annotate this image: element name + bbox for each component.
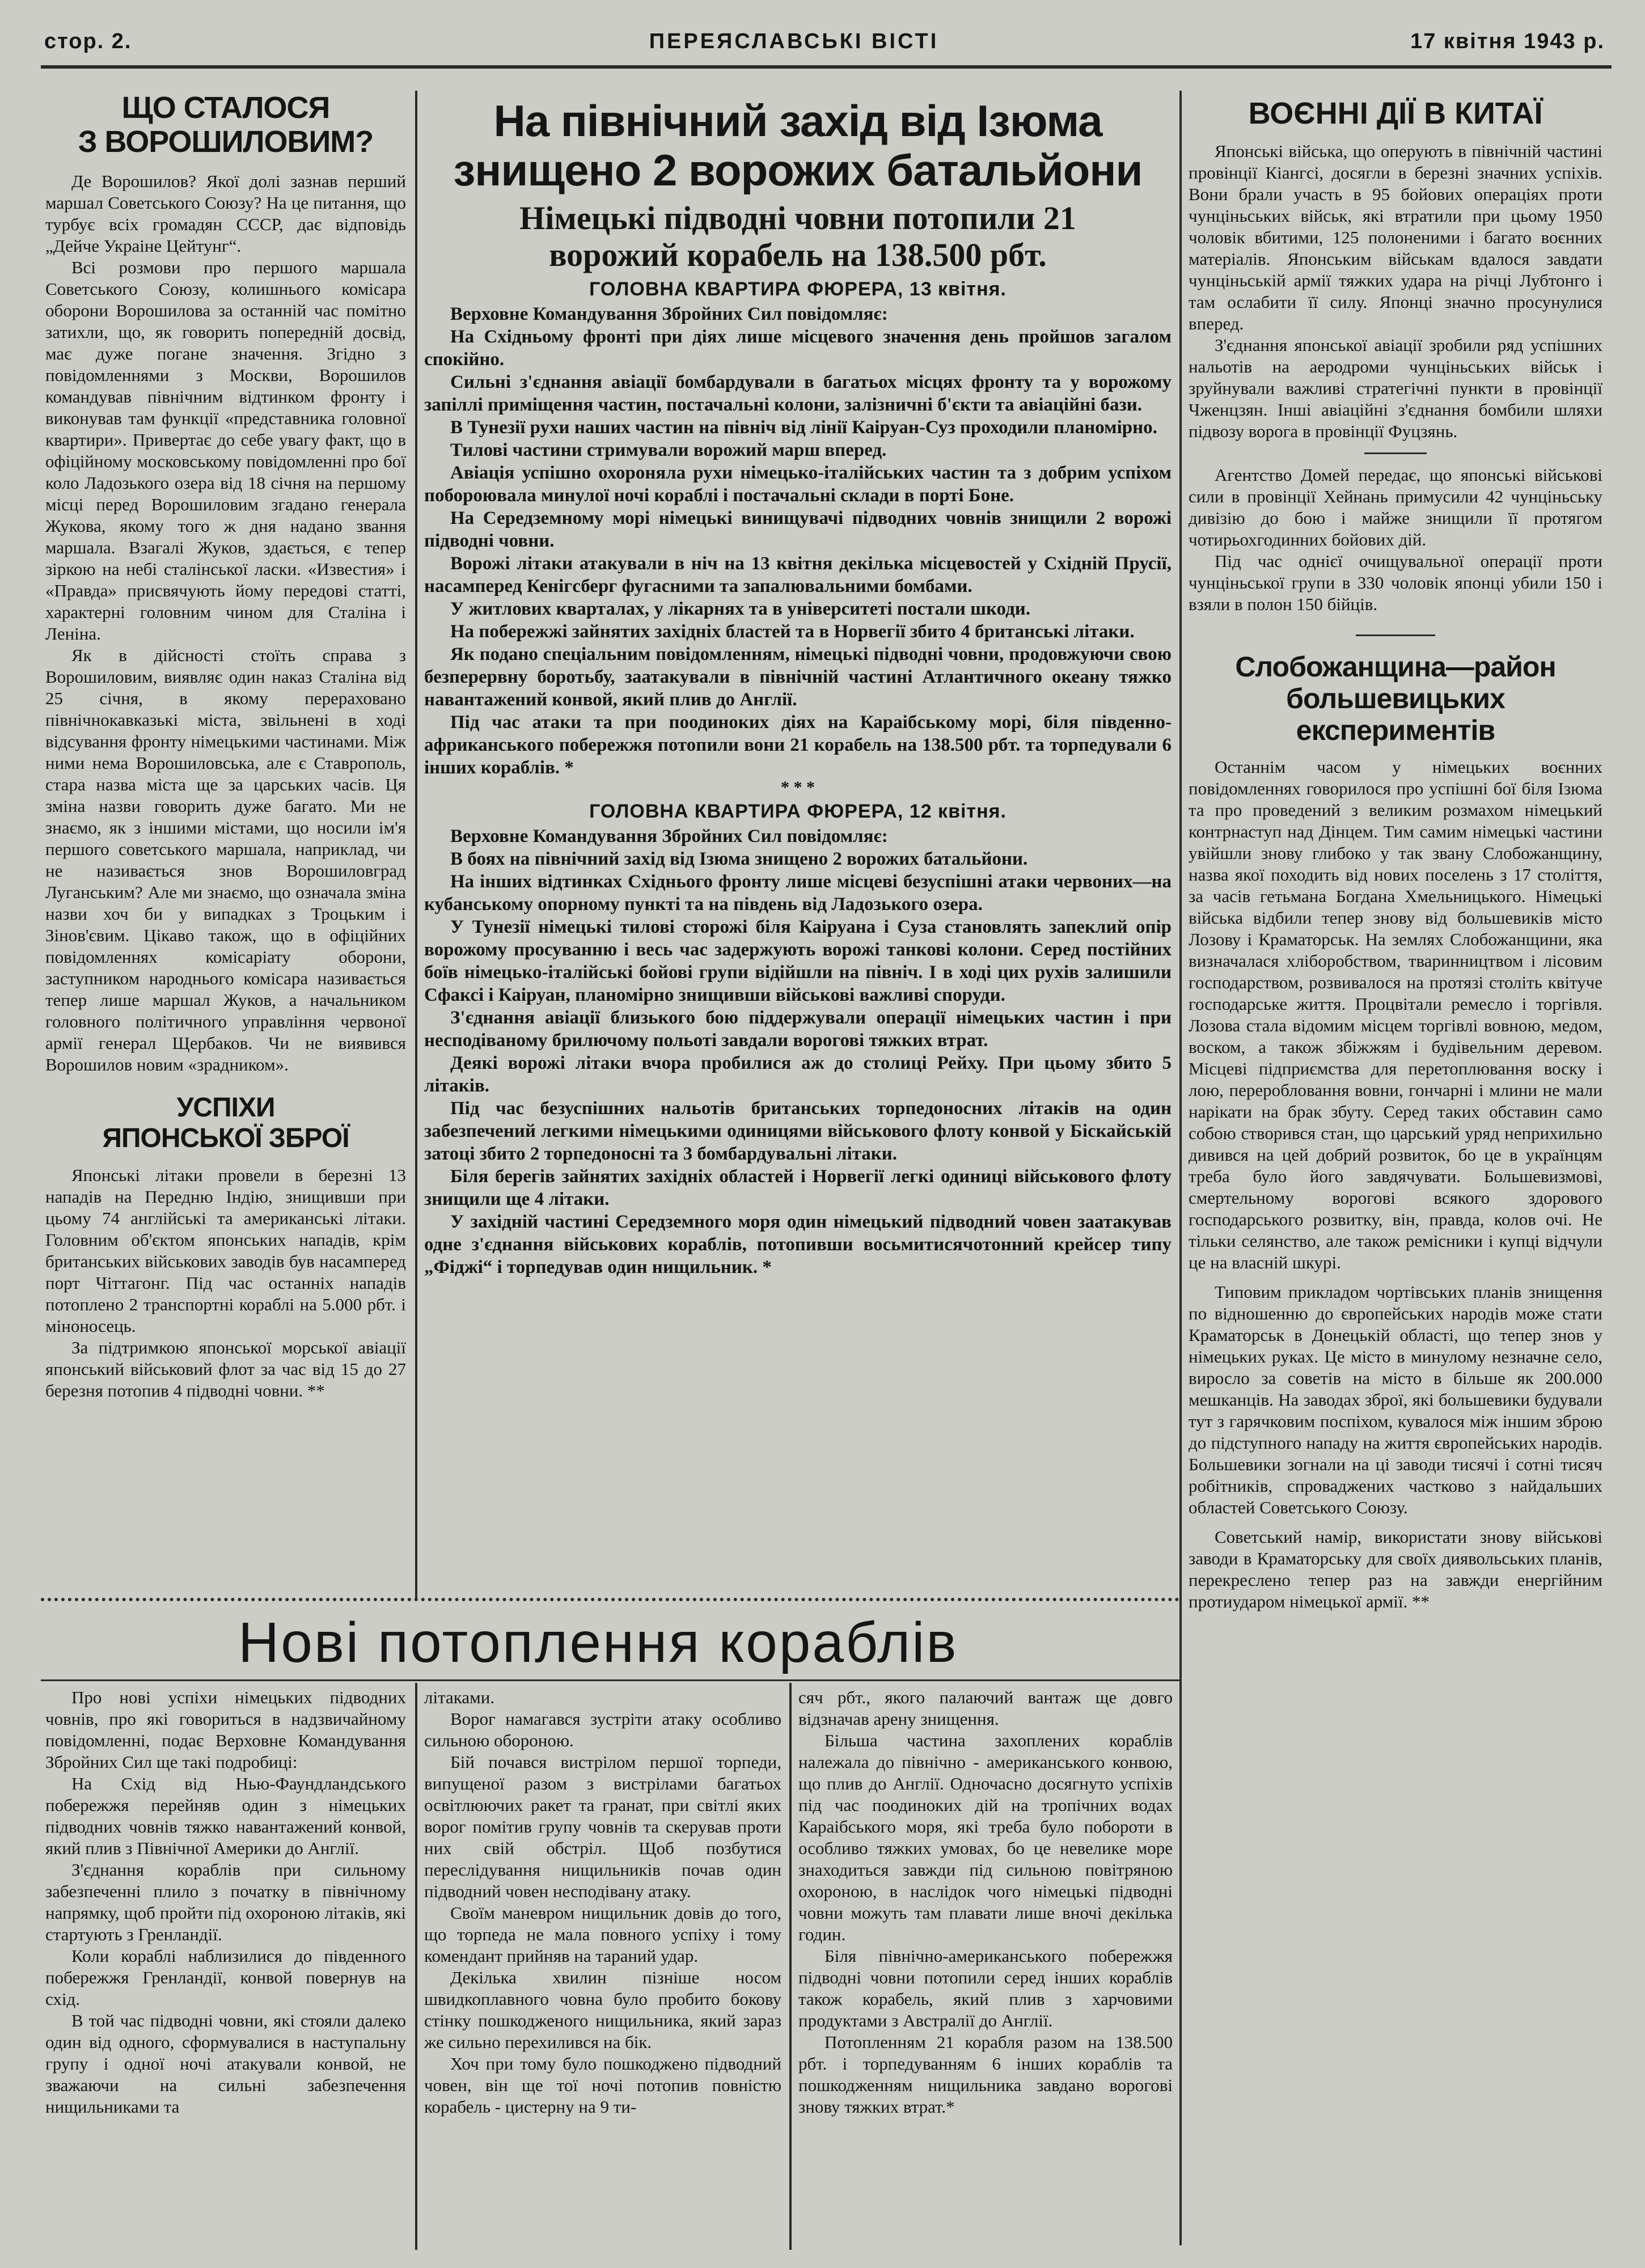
- article-slobozhanshchyna: [1189, 651, 1602, 1613]
- communique-paragraph: Тилові частини стримували ворожий марш вперед.: [450, 439, 887, 460]
- bottom-column-1: [45, 1687, 406, 2248]
- header-rule: [41, 65, 1612, 69]
- center-subheadline-line2: ворожий корабель на 138.500 рбт.: [549, 236, 1047, 273]
- communique-paragraph: У західній частині Середземного моря один німецький підводний човен заатакував одне з'єднання військових кораблів, потопивши восьмитисячотонний крейсер типу „Фіджі“ і торпедував один нищильник. *: [424, 1211, 1172, 1277]
- article-china-war: [1189, 96, 1602, 615]
- bottom-paragraph: Потопленням 21 корабля разом на 138.500 рбт. і торпедуванням 6 інших кораблів та пошкодженням нищильника завдано ворогові знову тяжких втрат.*: [798, 2032, 1173, 2117]
- communique-paragraph: В боях на північний захід від Ізюма знищено 2 ворожих батальйони.: [450, 848, 1028, 869]
- communique-paragraph: На побережжі зайнятих західніх бластей та в Норвегії збито 4 британські літаки.: [450, 621, 1135, 642]
- right-column: [1189, 96, 1602, 2245]
- center-headline-line1: На північний захід від Ізюма: [493, 96, 1102, 146]
- communique-paragraph: Верховне Командування Збройних Сил повідомляє:: [450, 826, 888, 847]
- bottom-paragraph: На Схід від Нью-Фаундландського побережжя перейняв один з німецьких підводних човнів тяжко навантажений конвой, який плив з Північної Америки до Англії.: [45, 1774, 406, 1858]
- center-headline-line2: знищено 2 ворожих батальйони: [453, 145, 1143, 196]
- voroshilov-title-line1: ЩО СТАЛОСЯ: [121, 91, 330, 125]
- japanese-successes-paragraph: За підтримкою японської морської авіації японський військовий флот за час від 15 до 27 березня потопив 4 підводні човни. **: [45, 1338, 406, 1401]
- section-stars: * * *: [781, 777, 815, 797]
- communique-paragraph: Як подано спеціальним повідомленням, німецькі підводні човни, продовжуючи свою безперервну боротьбу, заатакували в північній частині Атлантичного океану тяжко навантажений конвой, який плив до Англії.: [424, 644, 1172, 710]
- article-voroshilov: [45, 91, 406, 1076]
- bottom-paragraph: Більша частина захоплених кораблів належала до північно - американського конвою, що плив до Англії. Одночасно досягнуто успіхів під час поодиноких дій на тропічних водах Караібського моря, які треба було побороти в особливо тяжких умовах, бо це невелике море знаходиться завжди під сильною повітряною охороною, в наслідок чого німецькі підводні човни можуть там плавати лише вночі декілька годин.: [798, 1730, 1173, 1944]
- japanese-successes-title-line2: ЯПОНСЬКОЇ ЗБРОЇ: [102, 1123, 349, 1153]
- japanese-successes-title-line1: УСПІХИ: [176, 1092, 275, 1123]
- bottom-paragraph: Своїм маневром нищильник довів до того, що торпеда не мала повного успіху і тому комендант прийняв на тараний удар.: [424, 1903, 781, 1966]
- communique-paragraph: Авіація успішно охороняла рухи німецько-італійських частин та з добрим успіхом побороювала минулої ночі кораблі і постачальні склади в порті Боне.: [424, 462, 1172, 506]
- bottom-paragraph: Хоч при тому було пошкоджено підводний човен, він ще тої ночі потопив повністю корабель - цистерну на 9 ти-: [424, 2054, 781, 2117]
- china-war-paragraph: З'єднання японської авіації зробили ряд успішних нальотів на аеродроми чунціньських військ і зруйнували важливі стратегічні пункти в провінції Чженцзян. Інші авіаційні з'єднання бомбили шляхи підвозу ворога в провінції Фуцзянь.: [1189, 335, 1602, 442]
- communique-paragraph: Ворожі літаки атакували в ніч на 13 квітня декілька місцевостей у Східній Прусії, насамперед Кенігсберг фугасними та запалювальними бомбами.: [424, 553, 1172, 596]
- short-divider: [1356, 634, 1435, 636]
- voroshilov-paragraph: Де Ворошилов? Якої долі зазнав перший маршал Советського Союзу? На це питання, що турбує всіх громадян СССР, дає відповідь „Дейче Украіне Цейтунг“.: [45, 171, 406, 256]
- communique-paragraph: В Тунезії рухи наших частин на північ від лінії Каіруан-Суз проходили планомірно.: [450, 417, 1157, 438]
- slobozhanshchyna-title-line1: Слобожанщина—район: [1235, 651, 1556, 683]
- bottom-paragraph: Ворог намагався зустріти атаку особливо сильною обороною.: [424, 1709, 781, 1750]
- center-subheadline-line1: Німецькі підводні човни потопили 21: [519, 199, 1076, 236]
- bottom-paragraph: сяч рбт., якого палаючий вантаж ще довго відзначав арену знищення.: [798, 1687, 1173, 1729]
- bottom-paragraph: Декілька хвилин пізніше носом швидкоплавного човна було пробито бокову стінку пошкодженого нищильника, який зараз же сильно перехилився на бік.: [424, 1967, 781, 2052]
- bottom-paragraph: Коли кораблі наблизилися до південного побережжя Гренландії, конвой повернув на схід.: [45, 1946, 406, 2009]
- header-page-number: стор. 2.: [44, 29, 132, 53]
- bottom-column-rule-2: [789, 1683, 792, 2250]
- china-war-paragraph: Агентство Домей передає, що японські військові сили в провінції Хейнань примусили 42 чунціньську дивізію до бою і майже знищили її протягом чотирьохгодинних бойових дій.: [1189, 465, 1602, 550]
- bottom-paragraph: Бій почався вистрілом першої торпеди, випущеної разом з вистрілами багатьох освітлюючих ракет та гранат, при світлі яких ворог помітив групу човнів та скерував проти них свій обстріл. Щоб позбутися переслідування нищильників почав один підводний човен несподівану атаку.: [424, 1752, 781, 1901]
- communique-paragraph: Під час атаки та при поодиноких діях на Караібському морі, біля південно-африканського побережжя потопили вони 21 корабель на 138.500 рбт. та торпедували 6 інших кораблів. *: [424, 712, 1172, 778]
- bottom-column-2: [424, 1687, 781, 2248]
- communique-paragraph: Під час безуспішних нальотів британських торпедоносних літаків на один забезпечений легкими німецькими одиницями військового флоту конвой у Біскайській затоці збито 2 торпедоносні та 3 бомбардувальні літаки.: [424, 1098, 1172, 1164]
- communique-paragraph: У Тунезії німецькі тилові сторожі біля Каіруана і Суза становлять запеклий опір ворожому просуванню і весь час задержують ворожі танкові колони. Серед постійних боїв німецько-італійські бойові групи відійшли на північ. І в ході цих рухів залишили Сфаксі і Каіруан, планомірно знищивши військові важливі споруди.: [424, 916, 1172, 1005]
- china-war-paragraph: Японські війська, що оперують в північній частині провінції Кіангсі, досягли в березні значних успіхів. Вони брали участь в 95 бойових операціях проти чунціньських військ, які втратили при цьому 1950 чоловік вбитими, 125 полоненими і багато воєнних матеріалів. Японським військам вдалося завдати чунціньській армії тяжких удара на річці Лубтонго і там ослабити її силу. Японці значно просунулися вперед.: [1189, 141, 1602, 334]
- column-rule-right: [1179, 91, 1182, 2245]
- left-column: [45, 91, 406, 1599]
- china-war-title: ВОЄННІ ДІЇ В КИТАЇ: [1248, 96, 1543, 130]
- communique-paragraph: У житлових кварталах, у лікарнях та в університеті постали шкоди.: [450, 598, 1031, 619]
- slobozhanshchyna-paragraph: Типовим прикладом чортівських планів знищення по відношенню до європейських народів може стати Краматорськ в Донецькій області, що тепер знов у німецьких руках. Це місто в минулому незначне село, виросло за советів на місто в більше як 200.000 мешканців. На заводах зброї, які большевики будували тут з гарячковим поспіхом, кувалося між іншим зброю до підступного нападу на життя європейських народів. Большевики зогнали на ці заводи тисячі і сотні тисяч робітників, спроваджених частково з найдальших областей Советського Союзу.: [1189, 1282, 1602, 1518]
- voroshilov-paragraph: Всі розмови про першого маршала Советського Союзу, колишнього комісара оборони Ворошилова за останній час помітно затихли, що, як говорить попередній досвід, має дуже погане значення. Згідно з повідомленнями з Москви, Ворошилов командував північним відтинком фронту і виконував там функції «представника головної квартири». Привертає до себе увагу факт, що в офіційному московському повідомленні про бої коло Ладозького озера від 18 січня на першому місці перед Ворошиловим згадано генерала Жукова, якому того ж дня надано звання маршала. Взагалі Жуков, здається, є тепер зіркою на небі сталінської ласки. «Известия» і «Правда» присвячують йому передові статті, характерні головним чином для Сталіна і Леніна.: [45, 257, 406, 644]
- bottom-paragraph: Біля північно-американського побережжя підводні човни потопили серед інших кораблів також корабель, який плив з харчовими продуктами з Австралії до Англії.: [798, 1946, 1173, 2030]
- bottom-paragraph: Про нові успіхи німецьких підводних човнів, про які говориться в надзвичайному повідомленні, подає Верховне Командування Збройних Сил ще такі подробиці:: [45, 1687, 406, 1772]
- slobozhanshchyna-paragraph: Советський намір, використати знову військові заводи в Краматорську для своїх диявольських планів, перекреслено тепер раз на завжди енергійним протиударом німецької армії. **: [1189, 1527, 1602, 1612]
- china-war-paragraph: Під час однієї очищувальної операції проти чунціньської групи в 330 чоловік японці убили 150 і взяли в полон 150 бійців.: [1189, 551, 1602, 615]
- slobozhanshchyna-title-line2: большевицьких експериментів: [1286, 683, 1505, 747]
- short-divider: [1364, 452, 1427, 454]
- bottom-headline: Нові потоплення кораблів: [238, 1611, 958, 1674]
- voroshilov-paragraph: Як в дійсності стоїть справа з Ворошиловим, виявляє один наказ Сталіна від 25 січня, в якому перераховано північнокавказькі міста, звільнені в ході відсування фронту німецькими частинами. Між ними нема Ворошиловська, але є Ставрополь, стара назва міста ще за царських часів. Ця зміна назви говорить дуже багато. Ми не знаємо, як з іншими містами, що носили ім'я першого советського маршала, наприклад, чи не називається знов Ворошиловград Луганським? Але ми знаємо, що означала зміна назви хоч би у випадках з Троцьким і Зінов'євим. Цікаво також, що в офіційних повідомленнях комісаріату оборони, заступником народнього комісара називається тепер лише маршал Жуков, а начальником головного політичного управління червоної армії генерал Щербаков. Чи не виявився Ворошилов новим «зрадником».: [45, 645, 406, 1074]
- bottom-column-3: [798, 1687, 1173, 2248]
- article-japanese-successes: [45, 1093, 406, 1402]
- communique-paragraph: На Східньому фронті при діях лише місцевого значення день пройшов загалом спокійно.: [424, 326, 1172, 370]
- bottom-paragraph: літаками.: [424, 1687, 495, 1707]
- communique-paragraph: Біля берегів зайнятих західніх областей і Норвегії легкі одиниці військового флоту знищили ще 4 літаки.: [424, 1166, 1172, 1209]
- dateline-april-13: ГОЛОВНА КВАРТИРА ФЮРЕРА, 13 квітня.: [589, 278, 1007, 300]
- header-newspaper-name: ПЕРЕЯСЛАВСЬКІ ВІСТІ: [649, 29, 939, 53]
- bottom-paragraph: З'єднання кораблів при сильному забезпеченні плило з початку в північному напрямку, щоб пройти під охороною літаків, які стартують з Гренландії.: [45, 1860, 406, 1944]
- dateline-april-12: ГОЛОВНА КВАРТИРА ФЮРЕРА, 12 квітня.: [589, 800, 1007, 822]
- bottom-paragraph: В той час підводні човни, які стояли далеко один від одного, сформувалися в наступальну групу і одної ночі атакували конвой, не зважаючи на сильні забезпечення нищильниками та: [45, 2011, 406, 2117]
- communique-paragraph: Деякі ворожі літаки вчора пробилися аж до столиці Рейху. При цьому збито 5 літаків.: [424, 1052, 1172, 1096]
- communique-paragraph: На Середземному морі німецькі винищувачі підводних човнів знищили 2 ворожі підводні човни.: [424, 507, 1172, 551]
- voroshilov-title-line2: З ВОРОШИЛОВИМ?: [78, 125, 374, 159]
- bottom-section-divider: [41, 1598, 1179, 1601]
- communique-paragraph: На інших відтинках Східнього фронту лише місцеві безуспішні атаки червоних—на кубанському опорному пункті та на південь від Ладозького озера.: [424, 871, 1172, 915]
- communique-paragraph: Сильні з'єднання авіації бомбардували в багатьох місцях фронту та у ворожому запіллі приміщення частин, постачальні колони, залізничні б'єкти та авіаційні бази.: [424, 371, 1172, 415]
- header-date: 17 квітня 1943 р.: [1410, 29, 1605, 53]
- center-column: [424, 96, 1172, 1599]
- communique-paragraph: З'єднання авіації близького бою піддержували операції німецьких частин і при несподіваному брилючому польоті завдали ворогові тяжких втрат.: [424, 1007, 1172, 1051]
- japanese-successes-paragraph: Японські літаки провели в березні 13 нападів на Передню Індію, знищивши при цьому 74 англійські та американські літаки. Головним об'єктом японських нападів, крім британських військових заводів був насамперед порт Чіттагонг. Під час останніх нападів потоплено 2 транспортні кораблі на 5.000 рбт. і міноносець.: [45, 1165, 406, 1336]
- column-rule-left: [415, 91, 417, 1599]
- bottom-headline-rule: [41, 1679, 1179, 1681]
- communique-paragraph: Верховне Командування Збройних Сил повідомляє:: [450, 303, 888, 324]
- bottom-column-rule-1: [415, 1683, 417, 2250]
- slobozhanshchyna-paragraph: Останнім часом у німецьких воєнних повідомленнях говорилося про успішні бої біля Ізюма та про проведений з великим розмахом німецький контрнаступ над Дінцем. Тим самим німецькі частини увійшли знову глибоко у так звану Слобожанщину, назва якої походить від нових поселень з 17 століття, за часів гетьмана Богдана Хмельницького. Німецькі війська відбили тепер знову від большевиків місто Лозову і Краматорськ. На землях Слобожанщини, яка визначалася хліборобством, тваринництвом і лісовим господарством, розвивалося на протязі століть квітуче господарське життя. Процвітали ремесло і торгівля. Лозова стала відомим місцем торгівлі вовною, медом, воском, а також збіжжям і будівельним деревом. Місцеві підприємства для перетоплювання воску і лою, переробловання вовни, гончарні і млини не мали нарікати на брак збуту. Серед таких обставин само собою створився стан, що царський уряд неприхильно дивився на цей добрий розвиток, бо це в українцям треба було його завдячувати. Большевизмові, смертельному ворогові всякого здорового господарського розвитку, він, правда, колов очі. Не тільки селянство, але також ремісники і купці відчули це на власній шкурі.: [1189, 757, 1602, 1273]
